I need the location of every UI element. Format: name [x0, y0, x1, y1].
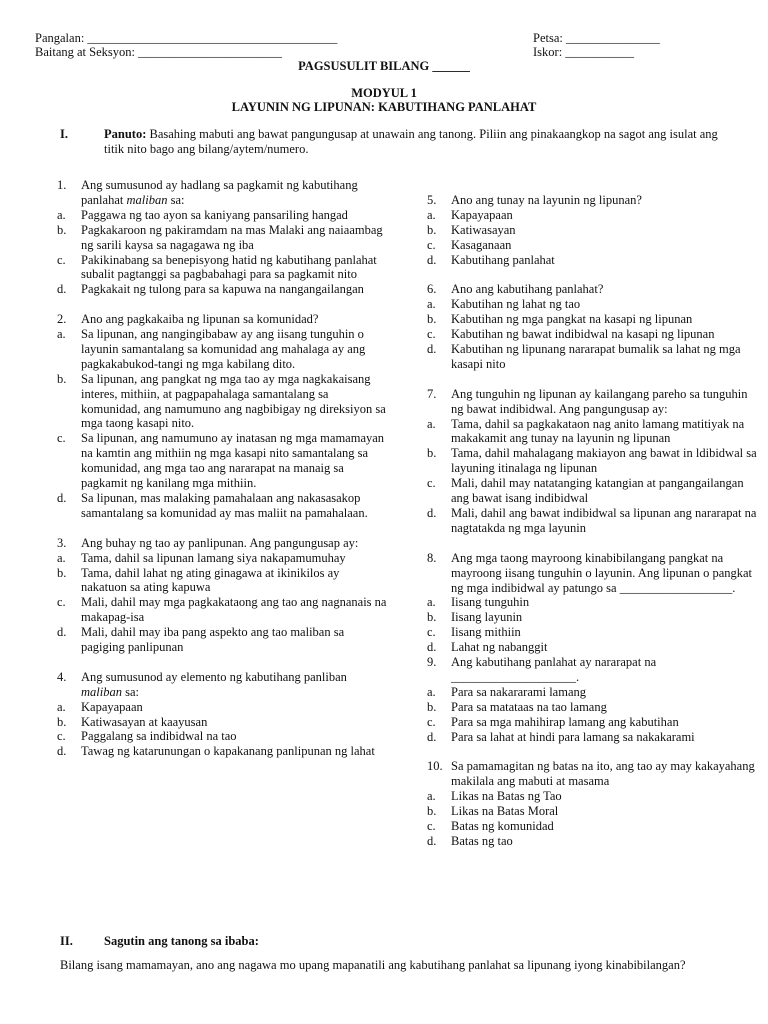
- left-question-column: [57, 178, 387, 759]
- part-two-instructions: Sagutin ang tanong sa ibaba:: [104, 934, 259, 948]
- question-text: Ano ang kabutihang panlahat?: [451, 282, 604, 297]
- choice-letter: a.: [427, 207, 436, 222]
- choice-letter: d.: [427, 640, 437, 655]
- choice-text: Pakikinabang sa benepisyong hatid ng kabutihang panlahat subalit pagtanggi sa pagbabahagi para sa pagkamit nito: [81, 252, 377, 282]
- choice-text: Kabutihan ng lahat ng tao: [451, 297, 581, 312]
- answer-choice[interactable]: [57, 327, 387, 372]
- answer-choice[interactable]: [57, 372, 387, 432]
- answer-choice[interactable]: [427, 342, 757, 372]
- choice-text: Tama, dahil sa lipunan lamang siya nakapamumuhay: [81, 550, 346, 565]
- choice-text: Kasaganaan: [451, 237, 512, 252]
- answer-choice[interactable]: [427, 715, 757, 730]
- question-number: 8.: [427, 550, 437, 565]
- question-3: [57, 536, 387, 551]
- choice-letter: c.: [57, 729, 66, 744]
- answer-choice[interactable]: [427, 312, 757, 327]
- question-10: [427, 759, 757, 789]
- answer-choice[interactable]: [57, 715, 387, 730]
- choice-text: Pagkakaroon ng pakiramdam na mas Malaki ang naiaambag ng sarili kaysa sa nagagawa ng iba: [81, 222, 383, 252]
- answer-choice[interactable]: [427, 625, 757, 640]
- question-4: 4. Ang sumusunod ay elemento ng kabutihang panliban maliban sa:: [57, 669, 347, 699]
- choice-text: Iisang layunin: [451, 610, 523, 625]
- choice-text: Katiwasayan: [451, 222, 516, 237]
- question-number: 2.: [57, 312, 67, 327]
- choice-text: Mali, dahil may mga pagkakataong ang tao ang nagnanais na makapag-isa: [81, 595, 387, 625]
- choice-letter: a.: [427, 297, 436, 312]
- choice-letter: c.: [427, 819, 436, 833]
- instructions-label: Panuto:: [104, 127, 147, 141]
- answer-choice[interactable]: [57, 431, 387, 491]
- date-field-label: Petsa: _______________: [533, 31, 660, 45]
- answer-choice[interactable]: [427, 297, 757, 312]
- answer-choice[interactable]: [427, 595, 757, 610]
- choice-text: Para sa mga mahihirap lamang ang kabutihan: [451, 714, 679, 729]
- choice-letter: d.: [57, 744, 67, 759]
- score-field-label: Iskor: ___________: [533, 45, 635, 59]
- question-text: Ano ang tunay na layunin ng lipunan?: [451, 193, 642, 207]
- choice-letter: b.: [57, 565, 67, 580]
- question-9: [427, 655, 757, 685]
- question-text: Ang tunguhin ng lipunan ay kailangang pareho sa tunguhin ng bawat indibidwal. Ang pangungusap ay:: [451, 386, 748, 416]
- question-text: Ano ang pagkakaiba ng lipunan sa komunidad?: [81, 312, 319, 327]
- choice-letter: b.: [57, 371, 67, 386]
- choice-text: Paggawa ng tao ayon sa kaniyang pansariling hangad: [81, 207, 348, 222]
- answer-choice[interactable]: [427, 506, 757, 536]
- choice-text: Mali, dahil may natatanging katangian at pangangailangan ang bawat isang indibidwal: [451, 476, 744, 506]
- choice-text: Tama, dahil sa pagkakataon nag anito lamang matitiyak na makakamit ang tunay na layunin ng lipunan: [451, 416, 745, 446]
- answer-choice[interactable]: [57, 625, 387, 655]
- question-text: Ang kabutihang panlahat ay nararapat na ____________________.: [451, 655, 657, 684]
- choice-text: Para sa nakararami lamang: [451, 684, 587, 699]
- choice-letter: c.: [427, 237, 436, 252]
- name-field-label: Pangalan: ________________________________________: [35, 31, 338, 45]
- choice-text: Likas na Batas Moral: [451, 804, 559, 819]
- choice-letter: a.: [57, 327, 66, 342]
- choice-text: Lahat ng nabanggit: [451, 640, 548, 655]
- choice-text: Paggalang sa indibidwal na tao: [81, 729, 237, 744]
- question-number: 3.: [57, 535, 67, 550]
- choice-text: Batas ng komunidad: [451, 819, 554, 833]
- choice-letter: d.: [57, 625, 67, 640]
- choice-text: Kabutihan ng mga pangkat na kasapi ng lipunan: [451, 312, 693, 327]
- answer-choice[interactable]: [427, 253, 757, 268]
- question-6: [427, 282, 757, 297]
- choice-letter: d.: [427, 833, 437, 848]
- question-number: 9.: [427, 655, 437, 670]
- question-number: 6.: [427, 282, 437, 297]
- choice-letter: c.: [427, 327, 436, 342]
- choice-letter: c.: [427, 625, 436, 640]
- choice-text: Mali, dahil ang bawat indibidwal sa lipunan ang nararapat na nagtatakda ng mga layunin: [451, 506, 757, 535]
- choice-letter: b.: [427, 699, 437, 714]
- choice-text: Kabutihan ng bawat indibidwal na kasapi ng lipunan: [451, 327, 715, 342]
- choice-text: Sa lipunan, ang namumuno ay inatasan ng mga mamamayan na kamtin ang mithiin ng mga kasapi nito samantalang sa komunidad, ang mga tao ang nararapat na manaig sa pagkamit ng kanilang mga mithiin.: [81, 431, 385, 491]
- question-text: Ang mga taong mayroong kinabibilangang pangkat na mayroong iisang tunguhin o layunin. Ang lipunan o pangkat ng mga indibidwal ay patungo sa __________________.: [451, 550, 753, 595]
- question-1: 1. Ang sumusunod ay hadlang sa pagkamit ng kabutihang panlahat maliban sa:: [57, 178, 358, 207]
- question-number: 4.: [57, 669, 67, 684]
- module-subtitle: LAYUNIN NG LIPUNAN: KABUTIHANG PANLAHAT: [231, 100, 537, 114]
- answer-choice[interactable]: [427, 700, 757, 715]
- answer-choice[interactable]: [427, 476, 757, 506]
- choice-letter: c.: [427, 476, 436, 491]
- question-number: 10.: [427, 759, 443, 774]
- part-one-number: I.: [60, 127, 68, 141]
- answer-choice[interactable]: [57, 700, 387, 715]
- choice-letter: c.: [57, 252, 66, 267]
- choice-letter: a.: [57, 550, 66, 565]
- choice-letter: b.: [427, 610, 437, 625]
- answer-choice[interactable]: [427, 327, 757, 342]
- choice-letter: d.: [427, 252, 437, 267]
- section-field-label: Baitang at Seksyon: _______________________: [35, 45, 282, 59]
- choice-letter: a.: [427, 684, 436, 699]
- question-5: [427, 193, 757, 208]
- choice-letter: c.: [427, 714, 436, 729]
- part-two-number: II.: [60, 934, 73, 948]
- answer-choice[interactable]: [427, 640, 757, 655]
- choice-text: Kapayapaan: [81, 699, 143, 714]
- choice-letter: c.: [57, 431, 66, 446]
- choice-text: Tama, dahil mahalagang makiayon ang bawat in ldibidwal sa layuning itinalaga ng lipunan: [451, 446, 757, 476]
- answer-choice[interactable]: [427, 208, 757, 223]
- question-number: 7.: [427, 386, 437, 401]
- question-number: 5.: [427, 193, 437, 207]
- answer-choice[interactable]: [57, 551, 387, 566]
- answer-choice[interactable]: [57, 223, 387, 253]
- part-one-instructions: [104, 127, 730, 157]
- choice-letter: a.: [57, 699, 66, 714]
- choice-text: Mali, dahil may iba pang aspekto ang tao maliban sa pagiging panlipunan: [81, 625, 345, 655]
- choice-letter: a.: [427, 595, 436, 610]
- choice-text: Kabutihang panlahat: [451, 252, 555, 267]
- answer-choice[interactable]: [427, 685, 757, 700]
- answer-choice[interactable]: [57, 595, 387, 625]
- instructions-text: Basahing mabuti ang bawat pangungusap at unawain ang tanong. Piliin ang pinakaangkop na sagot ang isulat ang titik nito bago ang bilang/aytem/numero.: [104, 127, 718, 156]
- answer-choice[interactable]: [57, 729, 387, 744]
- choice-text: Katiwasayan at kaayusan: [81, 714, 208, 729]
- answer-choice[interactable]: [427, 446, 757, 476]
- question-8: [427, 551, 757, 596]
- module-title: MODYUL 1: [351, 86, 417, 100]
- answer-choice[interactable]: [427, 819, 757, 834]
- answer-choice[interactable]: [427, 789, 757, 804]
- question-7: [427, 387, 757, 417]
- question-2: [57, 312, 387, 327]
- choice-text: Sa lipunan, ang pangkat ng mga tao ay mga nagkakaisang interes, mithiin, at pagpapahalaga samantalang sa komunidad, ang namumuno ang nagbibigay ng direksiyon sa mga taong kasapi nito.: [81, 371, 386, 431]
- choice-text: Pagkakait ng tulong para sa kapuwa na nangangailangan: [81, 282, 364, 297]
- answer-choice[interactable]: [57, 253, 387, 283]
- choice-letter: d.: [427, 342, 437, 357]
- answer-choice[interactable]: [427, 804, 757, 819]
- choice-text: Tama, dahil lahat ng ating ginagawa at ikinikilos ay nakatuon sa ating kapuwa: [81, 565, 340, 595]
- question-text: Sa pamamagitan ng batas na ito, ang tao ay may kakayahang makilala ang mabuti at masama: [451, 759, 755, 789]
- answer-choice[interactable]: [427, 730, 757, 745]
- question-text: Ang buhay ng tao ay panlipunan. Ang pangungusap ay:: [81, 535, 359, 550]
- choice-letter: a.: [427, 789, 436, 804]
- answer-choice[interactable]: [57, 491, 387, 521]
- choice-text: Para sa matataas na tao lamang: [451, 699, 607, 714]
- choice-letter: d.: [427, 729, 437, 744]
- answer-choice[interactable]: [427, 417, 757, 447]
- choice-letter: a.: [57, 207, 66, 222]
- choice-letter: d.: [57, 491, 67, 506]
- choice-text: Tawag ng katarunungan o kapakanang panlipunan ng lahat: [81, 744, 375, 759]
- essay-question: Bilang isang mamamayan, ano ang nagawa mo upang mapanatili ang kabutihang panlahat sa lipunang iyong kinabibilangan?: [60, 958, 686, 972]
- choice-text: Iisang tunguhin: [451, 595, 530, 610]
- choice-text: Sa lipunan, mas malaking pamahalaan ang nakasasakop samantalang sa komunidad ay mas maliit na pamahalaan.: [81, 491, 368, 520]
- choice-text: Sa lipunan, ang nangingibabaw ay ang iisang tunguhin o layunin samantalang sa komunidad ang mahalaga ay ang pagkakabukod-tangi ng mga kabilang dito.: [81, 327, 366, 371]
- choice-letter: d.: [57, 282, 67, 297]
- answer-choice[interactable]: [427, 223, 757, 238]
- answer-choice[interactable]: [427, 610, 757, 625]
- quiz-title: PAGSUSULIT BILANG ______: [298, 59, 470, 73]
- choice-letter: b.: [57, 222, 67, 237]
- choice-text: Batas ng tao: [451, 833, 513, 848]
- right-question-column: [427, 193, 757, 849]
- answer-choice[interactable]: [57, 566, 387, 596]
- choice-letter: b.: [427, 446, 437, 461]
- question-number: 1.: [57, 178, 67, 192]
- answer-choice[interactable]: [427, 238, 757, 253]
- choice-letter: b.: [427, 804, 437, 819]
- choice-letter: d.: [427, 506, 437, 520]
- choice-letter: b.: [427, 222, 437, 237]
- choice-text: Kabutihan ng lipunang nararapat bumalik sa lahat ng mga kasapi nito: [451, 342, 741, 371]
- choice-letter: a.: [427, 416, 436, 431]
- answer-choice[interactable]: [57, 208, 387, 223]
- answer-choice[interactable]: [57, 744, 387, 759]
- choice-letter: b.: [57, 714, 67, 729]
- answer-choice[interactable]: [427, 834, 757, 849]
- answer-choice[interactable]: [57, 282, 387, 297]
- choice-text: Iisang mithiin: [451, 625, 521, 640]
- choice-letter: c.: [57, 595, 66, 610]
- choice-text: Kapayapaan: [451, 207, 513, 222]
- choice-letter: b.: [427, 312, 437, 327]
- choice-text: Para sa lahat at hindi para lamang sa nakakarami: [451, 729, 695, 744]
- choice-text: Likas na Batas ng Tao: [451, 789, 562, 804]
